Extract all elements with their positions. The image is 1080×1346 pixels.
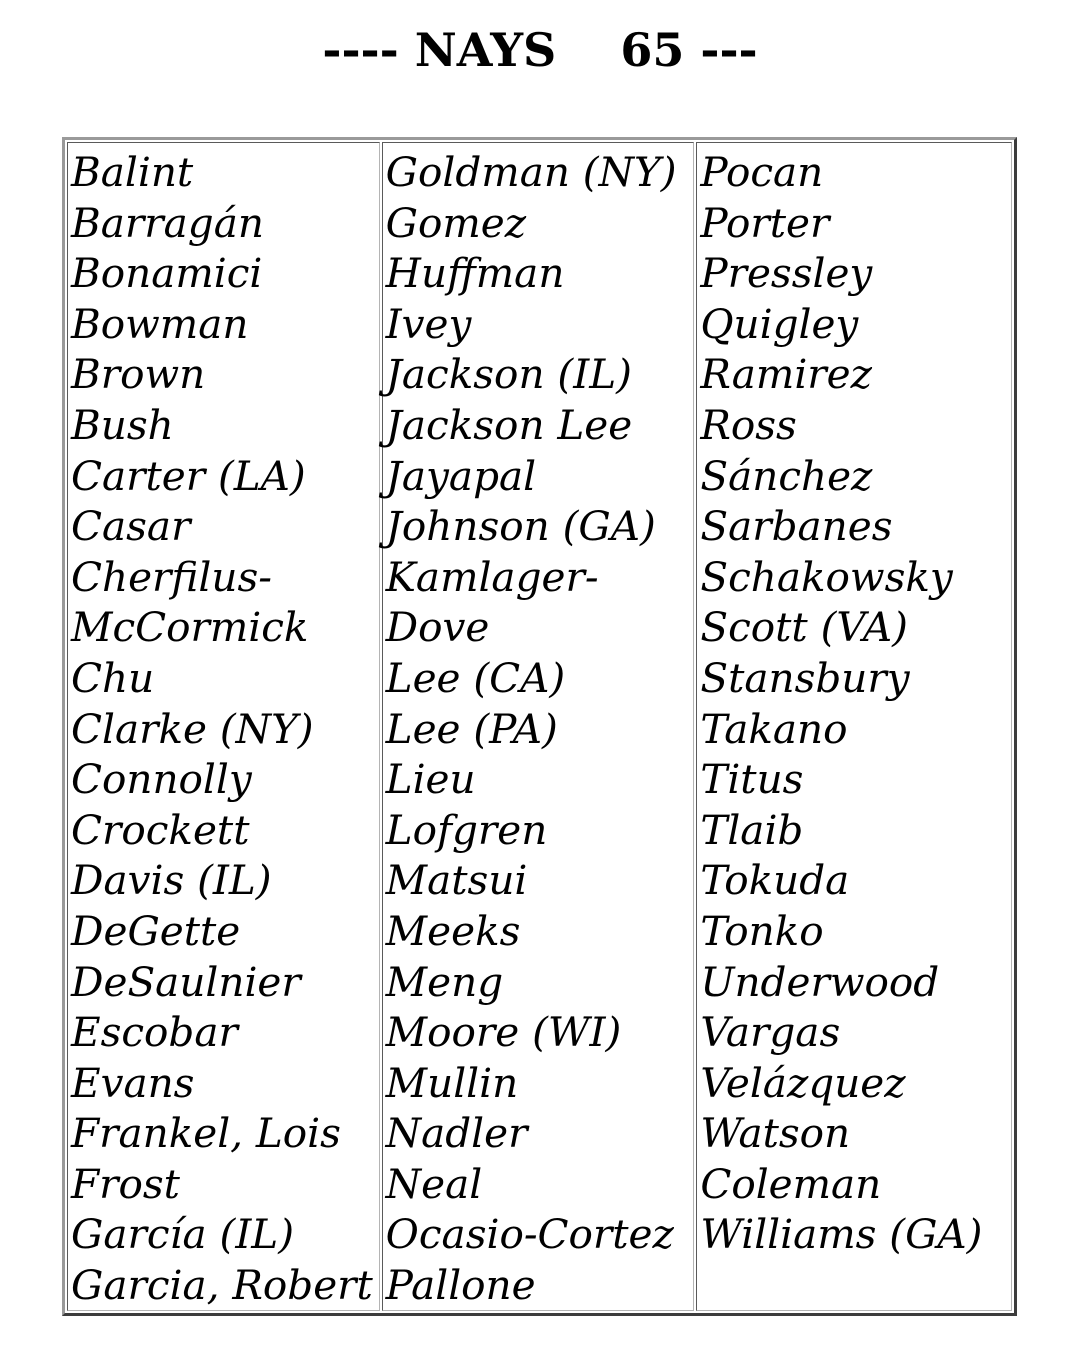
member-name: Pressley: [700, 249, 873, 298]
member-name: Meeks: [385, 906, 521, 955]
member-name: Ivey: [385, 299, 472, 348]
member-name: Sánchez: [700, 451, 873, 500]
member-name: Williams (GA): [700, 1210, 983, 1259]
member-name: Jayapal: [385, 451, 537, 500]
member-name: Johnson (GA): [385, 502, 656, 551]
member-name: Kamlager-: [385, 552, 599, 601]
member-name: Frankel, Lois: [71, 1109, 341, 1158]
member-name: Bowman: [71, 299, 249, 348]
member-name: Jackson (IL): [385, 350, 632, 399]
member-name: Bush: [71, 400, 174, 449]
member-name: Meng: [385, 957, 504, 1006]
member-name: Goldman (NY): [385, 148, 677, 196]
member-name: Dove: [385, 603, 490, 652]
names-column-2: [382, 142, 695, 1311]
member-name: Lee (PA): [385, 704, 558, 753]
member-name: Lieu: [385, 755, 476, 804]
member-name: Brown: [71, 350, 206, 399]
member-name: DeGette: [71, 906, 241, 955]
member-name: Casar: [71, 502, 191, 551]
member-name: Evans: [71, 1058, 195, 1107]
nays-table: [62, 137, 1017, 1316]
member-name: Carter (LA): [71, 451, 306, 500]
member-name: Scott (VA): [700, 603, 908, 652]
member-name: Watson: [700, 1109, 851, 1158]
member-name: Schakowsky: [700, 552, 953, 601]
member-name: Titus: [700, 755, 804, 804]
member-name: Garcia, Robert: [71, 1261, 373, 1310]
member-name: Velázquez: [700, 1058, 906, 1107]
member-name: Chu: [71, 653, 155, 702]
member-name: Moore (WI): [385, 1008, 622, 1057]
member-name: Crockett: [71, 805, 250, 854]
member-name: Barragán: [71, 198, 264, 247]
names-column-3: [696, 142, 1012, 1311]
member-name: Lofgren: [385, 805, 548, 854]
names-column-1: [67, 142, 380, 1311]
member-name: Bonamici: [71, 249, 263, 298]
member-name: Mullin: [385, 1058, 519, 1107]
member-name: Jackson Lee: [385, 400, 633, 449]
member-name: Porter: [700, 198, 830, 247]
member-name: Clarke (NY): [71, 704, 314, 753]
member-name: Quigley: [700, 299, 859, 348]
member-name: Underwood: [700, 957, 940, 1006]
member-name: McCormick: [71, 603, 309, 652]
member-name: Huffman: [385, 249, 565, 298]
member-name: Pallone: [385, 1261, 536, 1310]
member-name: Davis (IL): [71, 856, 272, 905]
member-name: Takano: [700, 704, 848, 753]
member-name: Cherfilus-: [71, 552, 272, 601]
member-name: Escobar: [71, 1008, 238, 1057]
member-name: Neal: [385, 1159, 483, 1208]
member-name: Matsui: [385, 856, 528, 905]
member-name: DeSaulnier: [71, 957, 301, 1006]
member-name: García (IL): [71, 1210, 295, 1259]
member-name: Tokuda: [700, 856, 850, 905]
nays-heading: ---- NAYS 65 ---: [322, 23, 758, 77]
member-name: Pocan: [700, 148, 824, 196]
member-name: Lee (CA): [385, 653, 566, 702]
member-name: Connolly: [71, 755, 252, 804]
member-name: Tonko: [700, 906, 824, 955]
member-name: Ramirez: [700, 350, 872, 399]
member-name: Tlaib: [700, 805, 804, 854]
member-name: Gomez: [385, 198, 527, 247]
member-name: Nadler: [385, 1109, 528, 1158]
member-name: Vargas: [700, 1008, 841, 1057]
member-name: Ross: [700, 400, 797, 449]
member-name: Coleman: [700, 1159, 882, 1208]
member-name: Sarbanes: [700, 502, 893, 551]
member-name: Balint: [71, 148, 194, 196]
member-name: Frost: [71, 1159, 180, 1208]
member-name: Stansbury: [700, 653, 910, 702]
member-name: Ocasio-Cortez: [385, 1210, 674, 1259]
